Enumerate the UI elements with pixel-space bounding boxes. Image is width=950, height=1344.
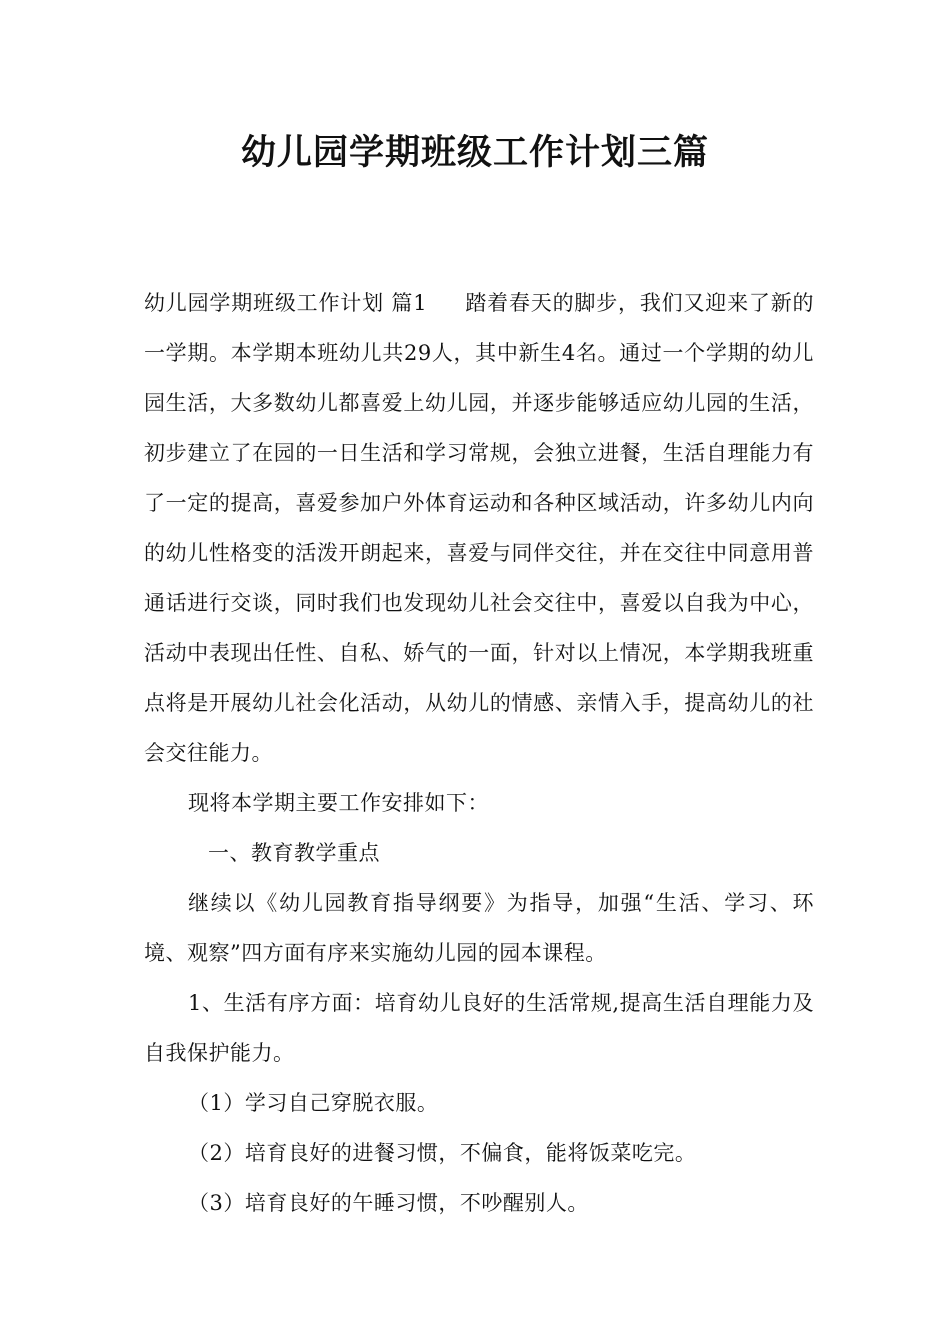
document-body [144, 278, 814, 1228]
list-item: （1）学习自己穿脱衣服。 [188, 1091, 439, 1115]
arrangement-paragraph: 现将本学期主要工作安排如下： [188, 791, 489, 815]
document-title: 幼儿园学期班级工作计划三篇 [240, 133, 709, 173]
list-item: （3）培育良好的午睡习惯，不吵醒别人。 [188, 1191, 589, 1215]
section-heading: 幼儿园学期班级工作计划 篇1 [144, 291, 428, 315]
intro-paragraph [144, 278, 814, 778]
guidance-paragraph: 继续以《幼儿园教育指导纲要》为指导，加强“生活、学习、环境、观察”四方面有序来实施幼儿园的园本课程。 [144, 891, 814, 965]
intro-text: 踏着春天的脚步，我们又迎来了新的一学期。本学期本班幼儿共29人，其中新生4名。通过一个学期的幼儿园生活，大多数幼儿都喜爱上幼儿园，并逐步能够适应幼儿园的生活，初步建立了在园的一日生活和学习常规，会独立进餐，生活自理能力有了一定的提高，喜爱参加户外体育运动和各种区域活动，许多幼儿内向的幼儿性格变的活泼开朗起来，喜爱与同伴交往，并在交往中同意用普通话进行交谈，同时我们也发现幼儿社会交往中，喜爱以自我为中心，活动中表现出任性、自私、娇气的一面，针对以上情况，本学期我班重点将是开展幼儿社会化活动，从幼儿的情感、亲情入手，提高幼儿的社会交往能力。 [144, 291, 815, 765]
list-item: （2）培育良好的进餐习惯，不偏食，能将饭菜吃完。 [188, 1141, 697, 1165]
heading-education-focus: 一、教育教学重点 [208, 841, 380, 865]
life-order-paragraph: 1、生活有序方面：培育幼儿良好的生活常规,提高生活自理能力及自我保护能力。 [144, 991, 814, 1065]
